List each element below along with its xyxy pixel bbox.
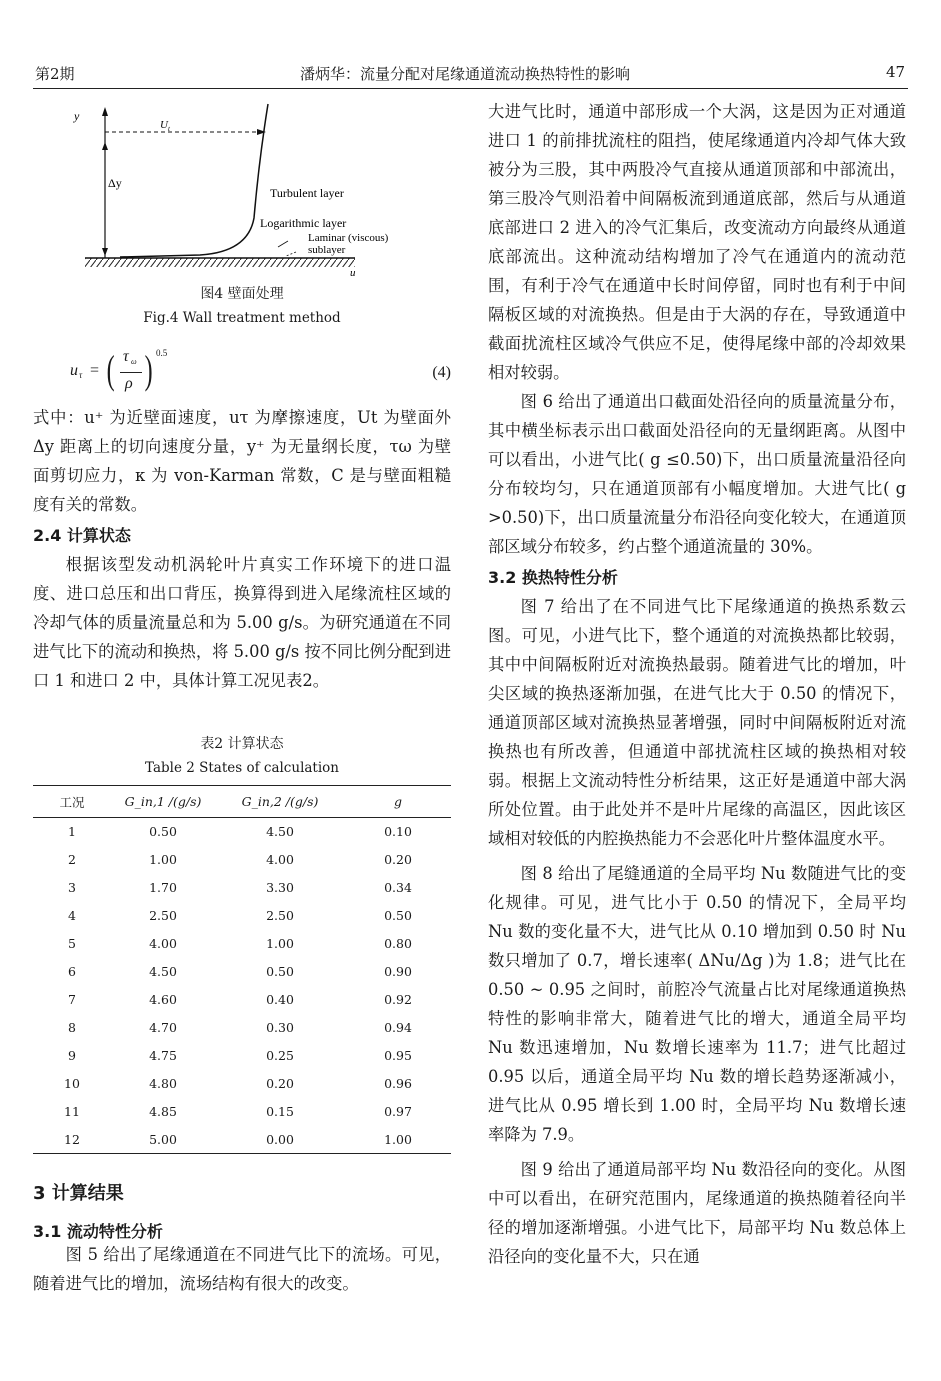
cell-gin1: 1.70 (149, 880, 177, 895)
cell-case: 12 (33, 1126, 111, 1154)
col-header-case: 工况 (33, 786, 111, 818)
cell-gin2: 2.50 (266, 908, 294, 923)
figure-4-caption-cn: 图4 壁面处理 (200, 286, 284, 302)
cell-gin2: 0.00 (215, 1126, 345, 1154)
cell-gin1: 1.00 (149, 852, 177, 867)
cell-gin1: 0.50 (149, 824, 177, 840)
cell-gin1: 2.50 (149, 908, 177, 923)
cell-g: 0.20 (384, 852, 412, 867)
figure-4-caption-en: Fig.4 Wall treatment method (143, 310, 341, 326)
table-row (33, 1098, 451, 1126)
table-2-caption-en: Table 2 States of calculation (144, 760, 339, 776)
cell-case: 11 (64, 1104, 80, 1119)
right-column (488, 97, 906, 1271)
col-header-gin1: G_in,1 /(g/s) (111, 786, 215, 818)
fraction-bar (120, 372, 142, 373)
table-row (33, 846, 451, 874)
cell-gin2: 0.25 (266, 1048, 294, 1063)
cell-case: 8 (68, 1020, 76, 1035)
col-header-gin2: G_in,2 /(g/s) (215, 786, 345, 818)
wall-treatment-diagram (60, 100, 440, 280)
cell-g: 0.97 (384, 1104, 412, 1119)
equation-denominator: ρ (125, 375, 133, 392)
cell-case: 5 (68, 936, 76, 951)
table-row (33, 1014, 451, 1042)
table-body (33, 818, 451, 1154)
equation-number: (4) (432, 364, 451, 381)
cell-gin2: 4.50 (266, 824, 294, 840)
cell-g: 0.94 (384, 1020, 412, 1035)
table-header-row (33, 786, 451, 818)
delta-y-label: Δy (108, 176, 122, 190)
equation-lhs: u (70, 362, 78, 379)
y-axis-arrow (102, 107, 108, 116)
cell-gin1: 4.70 (149, 1020, 177, 1035)
running-title: 潘炳华：流量分配对尾缘通道流动换热特性的影响 (300, 65, 631, 83)
equation-power: 0.5 (156, 348, 168, 358)
header-rule (33, 88, 908, 89)
table-2-caption-cn: 表2 计算状态 (200, 736, 284, 752)
cell-g: 0.95 (384, 1048, 412, 1063)
section-3-1-paragraph: 图 5 给出了尾缘通道在不同进气比下的流场。可见，随着进气比的增加，流场结构有很大的改变。 (33, 1245, 451, 1293)
figure-9-paragraph: 图 9 给出了通道局部平均 Nu 数沿径向的变化。从图中可以看出，在研究范围内，尾缘通道的换热随着径向半径的增加逐渐增强。小进气比下，局部平均 Nu 数总体上沿径向的变化量不大，只在通 (488, 1160, 906, 1266)
page-number: 47 (886, 63, 906, 81)
right-paren: ) (144, 347, 153, 392)
cell-case: 6 (68, 964, 76, 979)
sublayer-label: sublayer (308, 244, 346, 256)
cell-gin2: 3.30 (266, 880, 294, 895)
cell-case: 3 (68, 880, 76, 895)
issue-number: 第2期 (35, 65, 75, 83)
symbol-definitions: 式中：u⁺ 为近壁面速度，uτ 为摩擦速度，Ut 为壁面外 Δy 距离上的切向速度分量，y⁺ 为无量纲长度，τω 为壁面剪切应力，κ 为 von-Karman 常数，C 是与壁面粗糙度有关的常数。 (33, 408, 451, 514)
cell-g: 0.96 (384, 1076, 412, 1091)
left-column (33, 403, 451, 695)
section-3-heading: 3 计算结果 (33, 1183, 124, 1204)
y-axis-label: y (74, 109, 80, 123)
cell-gin2: 0.40 (266, 992, 294, 1007)
cell-gin1: 4.80 (149, 1076, 177, 1091)
cell-gin2: 0.15 (266, 1104, 294, 1119)
table-row (33, 930, 451, 958)
cell-gin2: 0.50 (266, 964, 294, 979)
figure-6-paragraph: 图 6 给出了通道出口截面处沿径向的质量流量分布，其中横坐标表示出口截面处沿径向的无量纲距离。从图中可以看出，小进气比( g ≤0.50)下，出口质量流量沿径向分布较均匀，只在通道顶部有小幅度增加。大进气比( g >0.50)下，出口质量流量分布沿径向变化较大，在通道顶部区域分布较多，约占整个通道流量的 30%。 (488, 392, 906, 556)
laminar-leader-line (278, 241, 288, 247)
cell-g: 0.50 (384, 908, 412, 923)
cell-case: 2 (68, 852, 76, 867)
logarithmic-layer-label: Logarithmic layer (260, 216, 347, 230)
equation-equals: = (86, 362, 104, 379)
ut-label: U (160, 119, 168, 131)
cell-gin1: 5.00 (111, 1126, 215, 1154)
figure-8-paragraph: 图 8 给出了尾缝通道的全局平均 Nu 数随进气比的变化规律。可见，进气比小于 0.50 的情况下，全局平均 Nu 数的变化量不大，进气比从 0.10 增加到 0.50 时 Nu 数只增加了 0.7，增长速率( ΔNu/Δg )为 1.8；进气比在 0.50 ~ 0.95 之间时，前腔冷气流量占比对尾缘通道换热特性的影响非常大，随着进气比的增大，通道全局平均 Nu 数迅速增加，Nu 数增长速率为 11.7；进气比超过 0.95 以后，通道全局平均 Nu 数的增长趋势逐渐减小，进气比从 0.95 增长到 1.00 时，全局平均 Nu 数增长速率降为 7.9。 (488, 864, 906, 1144)
delta-y-arrow-up (102, 142, 108, 150)
wall-hatching (85, 258, 355, 267)
cell-gin1: 4.75 (149, 1048, 177, 1063)
section-3-1-heading: 3.1 流动特性分析 (33, 1222, 163, 1241)
table-row (33, 902, 451, 930)
cell-case: 7 (68, 992, 76, 1007)
cell-case: 4 (68, 908, 76, 923)
left-paren: ( (106, 347, 115, 392)
figure-7-paragraph: 图 7 给出了在不同进气比下尾缘通道的换热系数云图。可见，小进气比下，整个通道的对流换热都比较弱，其中中间隔板附近对流换热最弱。随着进气比的增加，叶尖区域的换热逐渐加强，在进气比大于 0.50 的情况下，通道顶部区域对流换热显著增强，同时中间隔板附近对流换热也有所改善，但通道中部扰流柱区域的换热相对较弱。根据上文流动特性分析结果，这正好是通道中部大涡所处位置。由于此处并不是叶片尾缘的高温区，因此该区域相对较低的内腔换热能力不会恶化叶片整体温度水平。 (488, 597, 906, 848)
cell-gin1: 4.50 (149, 964, 177, 979)
equation-lhs-sub: τ (79, 370, 83, 380)
table-row (33, 818, 451, 846)
equation-4 (70, 348, 451, 404)
table-row (33, 1042, 451, 1070)
cell-case: 1 (68, 824, 76, 840)
section-2-4-paragraph: 根据该型发动机涡轮叶片真实工作环境下的进口温度、进口总压和出口背压，换算得到进入尾缘流柱区域的冷却气体的质量流量总和为 5.00 g/s。为研究通道在不同进气比下的流动和换热，将 5.00 g/s 按不同比例分配到进口 1 和进口 2 中，具体计算工况见表2。 (33, 555, 451, 690)
figure-4 (60, 100, 440, 280)
turbulent-layer-label: Turbulent layer (270, 186, 344, 200)
table-row (33, 1126, 451, 1154)
cell-g: 0.34 (384, 880, 412, 895)
table-row (33, 958, 451, 986)
cell-g: 0.10 (384, 824, 412, 840)
cell-gin2: 1.00 (266, 936, 294, 951)
cell-gin2: 4.00 (266, 852, 294, 867)
cell-gin2: 0.30 (266, 1020, 294, 1035)
ut-subscript: t (168, 125, 170, 133)
cell-gin1: 4.85 (149, 1104, 177, 1119)
cell-g: 0.92 (384, 992, 412, 1007)
delta-y-arrow-down (102, 248, 108, 256)
section-3-2-heading: 3.2 换热特性分析 (488, 568, 618, 587)
table-row (33, 1070, 451, 1098)
cell-g: 0.80 (384, 936, 412, 951)
u-axis-label: u (350, 267, 356, 279)
equation-numerator: τ (123, 348, 129, 365)
laminar-label: Laminar (viscous) (308, 232, 389, 244)
sublayer-leader-line (286, 252, 296, 256)
section-2-4-heading: 2.4 计算状态 (33, 526, 131, 545)
cell-case: 9 (68, 1048, 76, 1063)
col-header-g: g (345, 786, 451, 818)
table-row (33, 986, 451, 1014)
table-2 (33, 785, 451, 1154)
cell-gin1: 4.60 (149, 992, 177, 1007)
cell-case: 10 (64, 1076, 80, 1091)
cell-gin1: 4.00 (149, 936, 177, 951)
table-row (33, 874, 451, 902)
velocity-profile-curve (120, 104, 268, 257)
equation-numerator-sub: ω (131, 357, 137, 366)
flow-vortex-paragraph: 大进气比时，通道中部形成一个大涡，这是因为正对通道进口 1 的前排扰流柱的阻挡，使尾缘通道内冷却气体大致被分为三股，其中两股冷气直接从通道顶部和中部流出，第三股冷气则沿着中间隔板流到通道底部，然后与从通道底部进口 2 进入的冷气汇集后，改变流动方向最终从通道底部流出。这种流动结构增加了冷气在通道内的流动范围，有利于冷气在通道中长时间停留，同时也有利于中间隔板区域的对流换热。但是由于大涡的存在，导致通道中截面扰流柱区域冷气供应不足，使得尾缘中部的冷却效果相对较弱。 (488, 102, 906, 382)
cell-gin2: 0.20 (266, 1076, 294, 1091)
cell-g: 0.90 (384, 964, 412, 979)
cell-g: 1.00 (345, 1126, 451, 1154)
